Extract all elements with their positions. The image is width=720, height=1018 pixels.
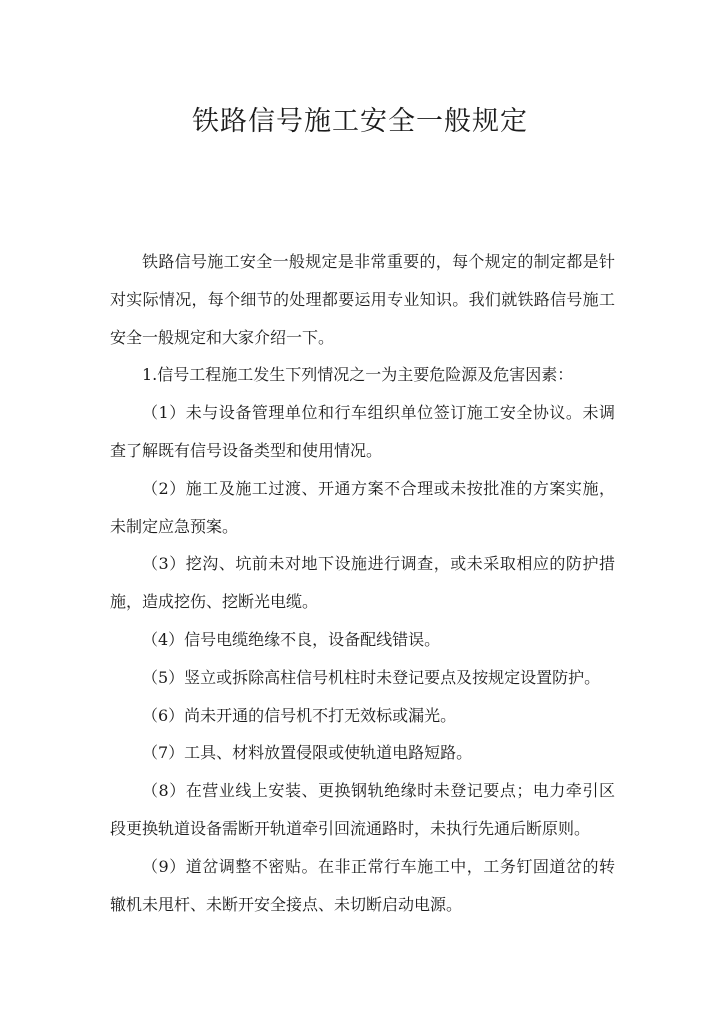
paragraph-section-1-heading: 1.信号工程施工发生下列情况之一为主要危险源及危害因素： [142,365,574,385]
paragraph-item-7: （7）工具、材料放置侵限或使轨道电路短路。 [142,743,473,763]
paragraph-item-8: （8）在营业线上安装、更换钢轨绝缘时未登记要点；电力牵引区段更换轨道设备需断开轨道牵引回流通路时，未执行先通后断原则。 [110,781,615,838]
document-body [110,243,615,923]
document-title: 铁路信号施工安全一般规定 [192,106,528,137]
paragraph-item-4: （4）信号电缆绝缘不良，设备配线错误。 [142,629,441,649]
paragraph-item-5: （5）竖立或拆除高柱信号机柱时未登记要点及按规定设置防护。 [142,667,601,687]
paragraph-item-2: （2）施工及施工过渡、开通方案不合理或未按批准的方案实施，未制定应急预案。 [110,478,615,536]
paragraph-item-6: （6）尚未开通的信号机不打无效标或漏光。 [142,705,457,725]
paragraph-item-3: （3）挖沟、坑前未对地下设施进行调查，或未采取相应的防护措施，造成挖伤、挖断光电缆。 [110,554,615,612]
paragraph-item-9: （9）道岔调整不密贴。在非正常行车施工中，工务钉固道岔的转辙机未甩杆、未断开安全接点、未切断启动电源。 [110,856,615,914]
paragraph-item-1: （1）未与设备管理单位和行车组织单位签订施工安全协议。未调查了解既有信号设备类型和使用情况。 [110,403,615,460]
paragraph-intro: 铁路信号施工安全一般规定是非常重要的，每个规定的制定都是针对实际情况，每个细节的处理都要运用专业知识。我们就铁路信号施工安全一般规定和大家介绍一下。 [110,252,615,347]
